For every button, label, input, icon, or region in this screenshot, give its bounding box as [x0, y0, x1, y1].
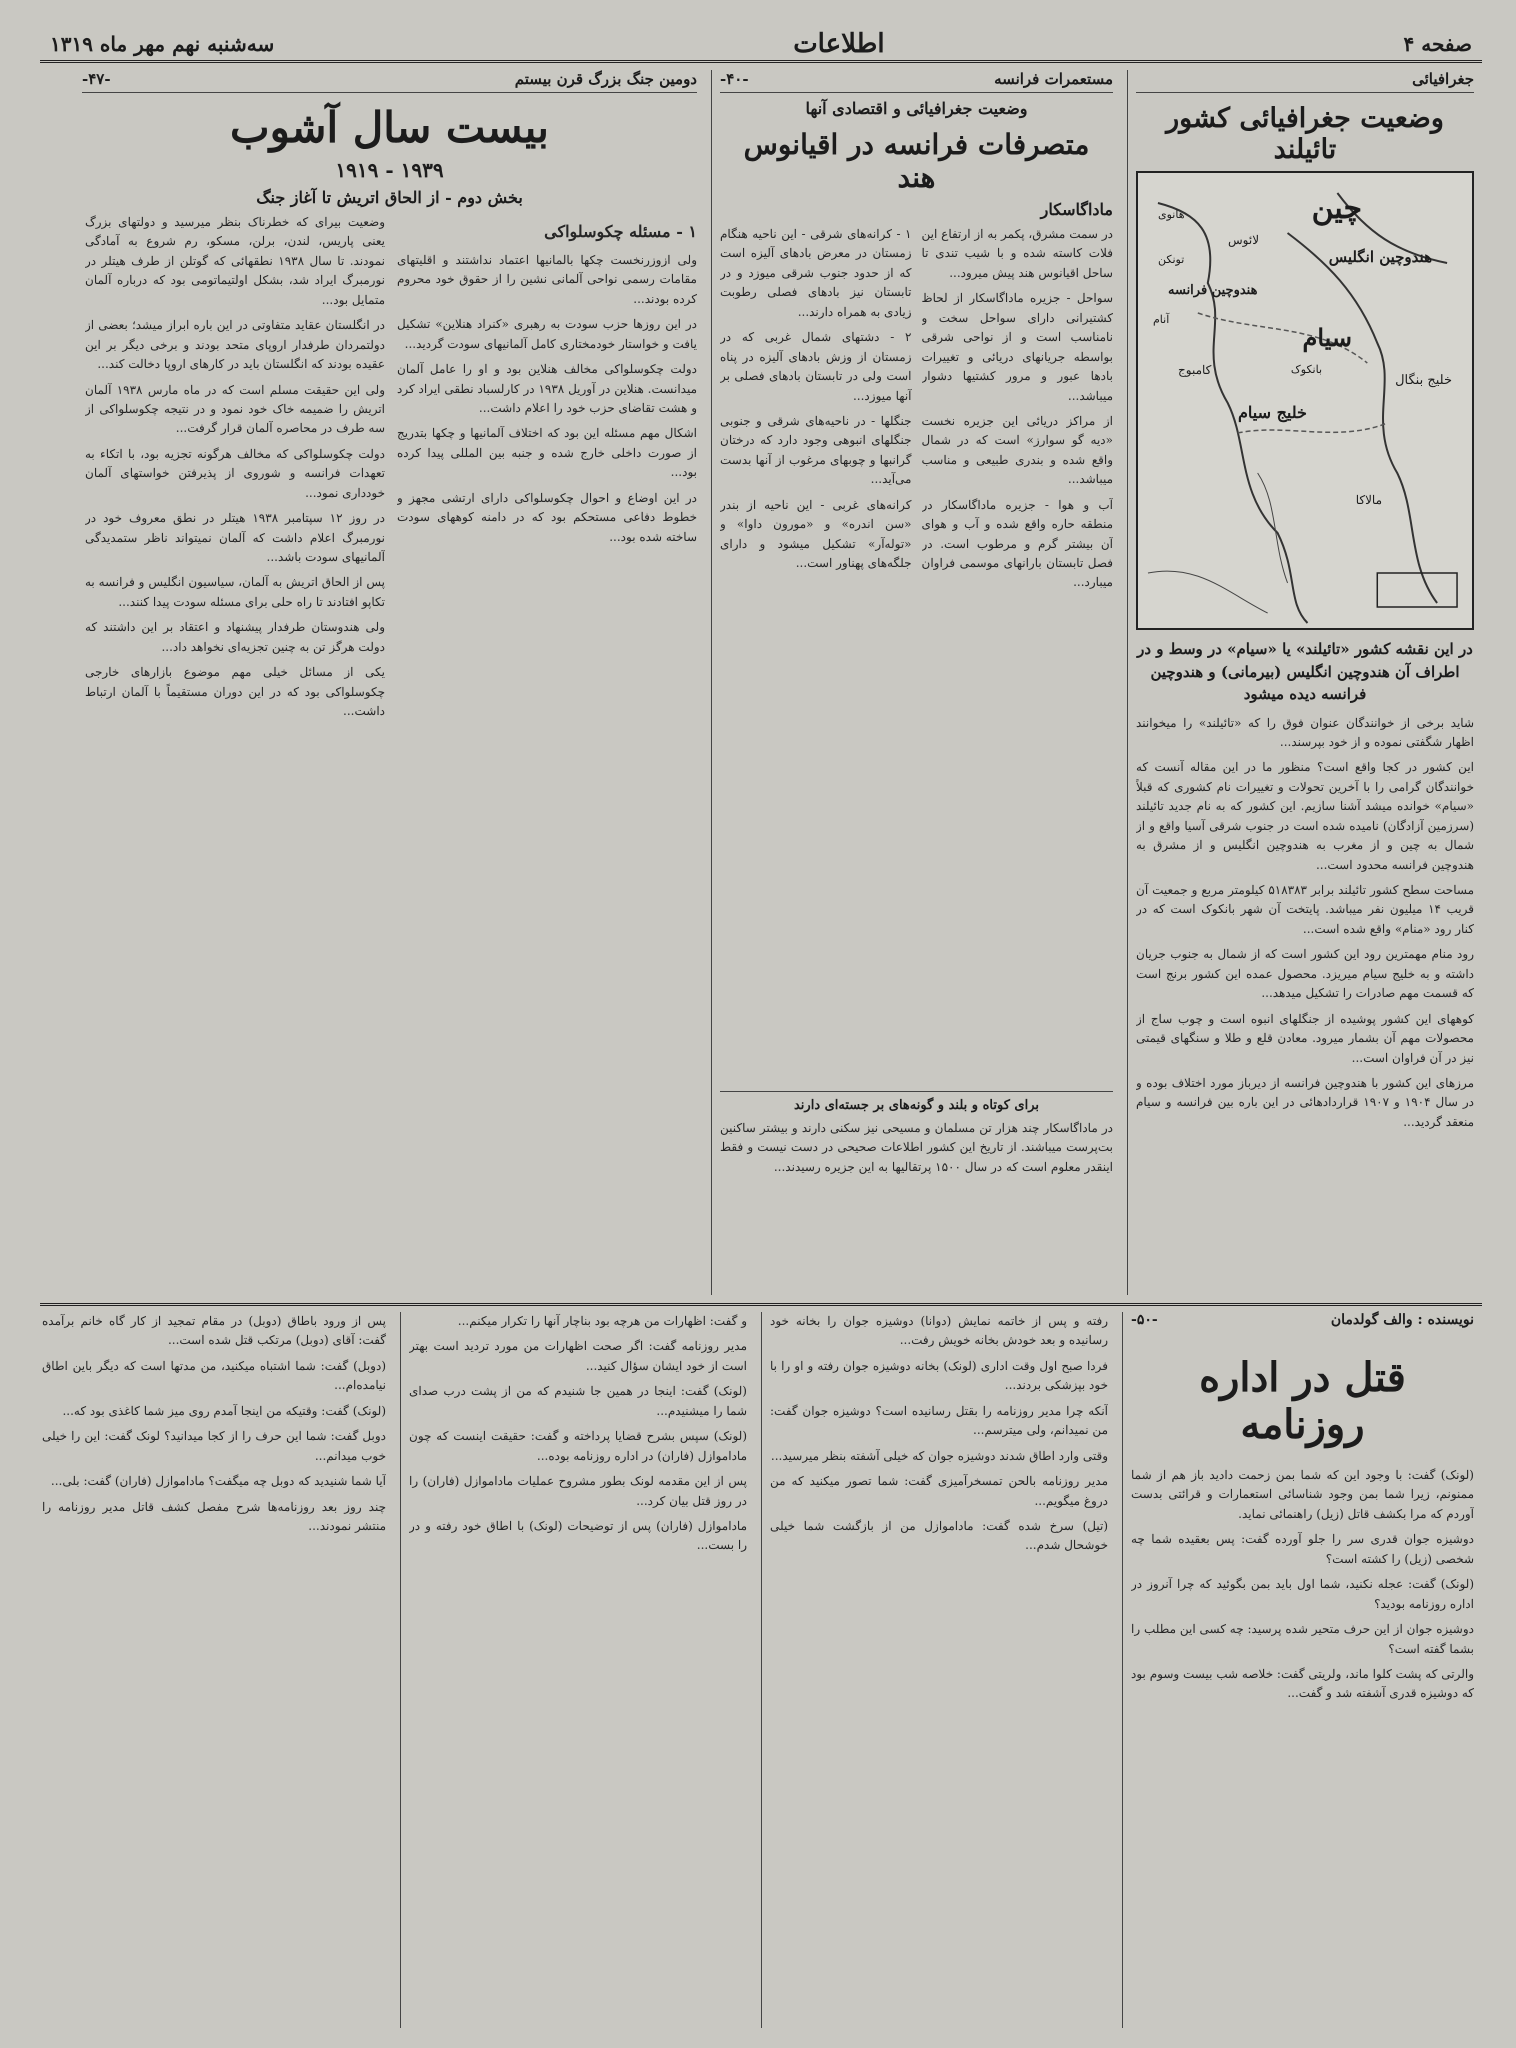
paragraph: وقتی وارد اطاق شدند دوشیزه جوان که خیلی آشفته بنظر میرسید...	[770, 1448, 1108, 1463]
subheading: ماداگاسکار	[1040, 200, 1113, 219]
serial-author: نویسنده : والف گولدمان	[1330, 1312, 1474, 1328]
article-kicker: وضعیت جغرافیائی و اقتصادی آنها	[805, 99, 1028, 118]
article-body-right	[922, 225, 1114, 1085]
paragraph: این کشور در کجا واقع است؟ منظور ما در این مقاله آنست که خوانندگان گرامی را با آخرین تحولات و تغییرات نام کشوری که قبلاً «سیام» خوانده میشد آشنا سازیم. این کشور که به نام جدید تائیلند (سرزمین آزادگان) نامیده شده است در جنوب شرقی آسیا واقع و از شمال به چین و از مغرب به هندوچین انگلیس و از مشرق به هندوچین فرانسه محدود است...	[1136, 760, 1474, 872]
map-label-hanoi: هانوی	[1158, 208, 1185, 221]
paragraph: فردا صبح اول وقت اداری (لونک) بخانه دوشیزه جوان رفته و او را با خود بپزشکی بردند...	[770, 1358, 1108, 1393]
paragraph: در روز ۱۲ سپتامبر ۱۹۳۸ هیتلر در نطق معروف خود در نورمبرگ اعلام داشت که آلمان نمیتواند ناظر ستمدیدگی آلمانیهای سودت باشد...	[85, 511, 385, 564]
paragraph: دولت چکوسلواکی مخالف هنلاین بود و او را عامل آلمان میدانست. هنلاین در آوریل ۱۹۳۸ در کارلسباد نطقی ایراد کرد و هشت تقاضای حزب خود را اعلام داشت...	[397, 362, 697, 415]
section-label: مستعمرات فرانسه	[994, 70, 1113, 88]
serial-number: -۵۰-	[1131, 1312, 1158, 1328]
paragraph: وضعیت بیرای که خطرناک بنظر میرسید و دولتهای بزرگ یعنی پاریس، لندن، برلن، مسکو، رم شروع به آمادگی نمودند. تا سال ۱۹۳۸ نطقهائی که گوتلن از طرف هیتلر در نورمبرگ ایراد شد، بشکل اولتیماتومی بود که درباره آلمان متمایل بود...	[85, 215, 385, 307]
paragraph: مدیر روزنامه بالحن تمسخرآمیزی گفت: شما تصور میکنید که من دروغ میگویم...	[770, 1474, 1108, 1508]
paragraph: در این اوضاع و احوال چکوسلواکی دارای ارتشی مجهز و خطوط دفاعی مستحکم بود که در دامنه کوههای سودت ساخته شده بود...	[397, 490, 697, 544]
paragraph: آنکه چرا مدیر روزنامه را بقتل رسانیده است؟ دوشیزه جوان گفت: من نمیدانم، ولی میترسم...	[770, 1403, 1108, 1438]
map-label-bay-of-bengal: خلیج بنگال	[1395, 373, 1452, 388]
paragraph: چند روز بعد روزنامه‌ها شرح مفصل کشف قاتل مدیر روزنامه را منتشر نمودند...	[42, 1499, 386, 1533]
paragraph: آیا شما شنیدید که دوبل چه میگفت؟ ماداموازل (فاران) گفت: بلی...	[50, 1474, 386, 1489]
paragraph: و گفت: اظهارات من هرچه بود بناچار آنها را تکرار میکنم...	[457, 1314, 747, 1328]
paragraph: اشکال مهم مسئله این بود که اختلاف آلمانیها و چکها بتدریج از صورت داخلی خارج شده و جنبه بین المللی پیدا کرده بود...	[397, 426, 697, 480]
series-number: -۴۰-	[720, 70, 749, 88]
map-label-tonkin: تونکن	[1158, 253, 1185, 266]
map-label-laos: لائوس	[1228, 233, 1260, 247]
paragraph: دوشیزه جوان از این حرف متحیر شده پرسید: چه کسی این مطلب را بشما گفته است؟	[1131, 1622, 1474, 1656]
masthead	[40, 28, 1482, 63]
serial-column-4	[34, 1312, 394, 2028]
map-label-gulf-of-siam: خلیج سیام	[1238, 403, 1307, 422]
part-title: بخش دوم - از الحاق اتریش تا آغاز جنگ	[256, 188, 523, 207]
paragraph: پس از این مقدمه لونک بطور مشروح عملیات ماداموازل (فاران) را در روز قتل بیان کرد...	[409, 1474, 747, 1508]
paragraph: سواحل - جزیره ماداگاسکار از لحاظ کشتیرانی دارای سواحل سخت و نامناسب است و از نواحی شرقی بواسطه جریانهای دریائی و تغییرات بادها عبور و مرور کشتیها دشوار میباشد...	[921, 291, 1113, 403]
serial-column-3	[400, 1312, 755, 2028]
article-headline: وضعیت جغرافیائی کشور تائیلند	[1166, 103, 1444, 165]
people-body: در ماداگاسکار چند هزار تن مسلمان و مسیحی نیز سکنی دارند و بیشتر ساکنین بت‌پرست میباشند. از تاریخ این کشور اطلاعات صحیحی در دست نیست و فقط اینقدر معلوم است که در سال ۱۵۰۰ پرتقالیها به این جزیره رسیدند...	[720, 1121, 1113, 1174]
paragraph: دوشیزه جوان قدری سر را جلو آورده گفت: پس بعقیده شما چه شخصی (زیل) را کشته است؟	[1131, 1532, 1474, 1566]
geography-column	[1127, 70, 1482, 1295]
serial-body	[1131, 1466, 1474, 1966]
paragraph: مدیر روزنامه گفت: اگر صحت اظهارات من مورد تردید است بهتر است از خود ایشان سؤال کنید...	[409, 1339, 747, 1373]
paragraph: دولت چکوسلواکی که مخالف هرگونه تجزیه بود، با اتکاء به تعهدات فرانسه و شوروی از پذیرفتن خواستهای آلمان خودداری نمود...	[85, 446, 385, 500]
page-number: صفحه ۴	[1403, 32, 1472, 56]
paragraph: ولی هندوستان طرفدار پیشنهاد و اعتقاد بر این داشتند که دولت هرگز تن به چنین تجزیه‌ای نخواهد داد...	[85, 620, 385, 654]
paragraph: ولی این حقیقت مسلم است که در ماه مارس ۱۹۳۸ آلمان اتریش را ضمیمه خاک خود نمود و در نتیجه چکوسلواکی از سه طرف در محاصره آلمان قرار گرفت...	[85, 382, 385, 436]
history-column	[74, 70, 705, 1295]
article-headline: متصرفات فرانسه در اقیانوس هند	[743, 128, 1090, 194]
paragraph: جنگلها - در ناحیه‌های شرقی و جنوبی جنگلهای انبوهی وجود دارد که درختان گرانبها و چوبهای مرغوب از آنها بدست می‌آید...	[720, 413, 912, 487]
paragraph: (لونک) گفت: عجله نکنید، شما اول باید بمن بگوئید که چرا آنروز در اداره روزنامه بودید؟	[1131, 1577, 1474, 1611]
french-colonies-column	[711, 70, 1121, 1295]
paragraph: در سمت مشرق، پکمر به از ارتفاع این فلات کاسته شده و با شیب تندی تا ساحل اقیانوس هند پیش میرود...	[921, 227, 1113, 280]
people-heading: برای کوتاه و بلند و گونه‌های بر جسته‌ای دارند	[793, 1098, 1039, 1113]
paragraph: رفته و پس از خاتمه نمایش (دوانا) دوشیزه جوان را بخانه خود رسانیده و بعد خودش بخانه خویش رفت...	[770, 1314, 1108, 1348]
section-label: دومین جنگ بزرگ قرن بیستم	[514, 70, 697, 88]
paragraph: در این روزها حزب سودت به رهبری «کنراد هنلاین» تشکیل یافت و خواستار خودمختاری کامل آلمانیهای سودت گردید...	[397, 317, 697, 351]
paragraph: رود منام مهمترین رود این کشور است که از شمال به جنوب جریان داشته و به خلیج سیام میریزد. محصول عمده این کشور برنج است که قسمت مهم صادرات را تشکیل میدهد...	[1136, 947, 1474, 1001]
section-label: جغرافیائی	[1412, 70, 1474, 88]
article-headline: بیست سال آشوب	[230, 103, 549, 152]
paragraph: (تیل) سرخ شده گفت: ماداموازل من از بازگشت شما خیلی خوشحال شدم...	[770, 1518, 1108, 1553]
thailand-map	[1136, 171, 1474, 630]
paragraph: (لونک) گفت: با وجود این که شما بمن زحمت دادید باز هم از شما ممنونم، زیرا شما بمن وجود شناسائی استعمارات و قرائتی بدست آوردم که مرا بکشف قاتل (زیل) راهنمائی نماید.	[1131, 1468, 1474, 1521]
serial-body	[770, 1312, 1108, 2012]
paragraph: دوبل گفت: شما این حرف را از کجا میدانید؟ لونک گفت: این را خیلی خوب میدانم...	[42, 1429, 386, 1463]
paragraph: (لونک) سپس بشرح قضایا پرداخته و گفت: حقیقت اینست که چون ماداموازل (فاران) در اداره روزنامه بوده...	[409, 1429, 747, 1463]
paragraph: (لونک) گفت: وقتیکه من اینجا آمدم روی میز شما کاغذی بود که...	[62, 1403, 386, 1418]
paragraph: (دوبل) گفت: شما اشتباه میکنید، من مدتها است که دیگر باین اطاق نیامده‌ام...	[42, 1358, 386, 1393]
years-range: ۱۹۳۹ - ۱۹۱۹	[335, 158, 444, 182]
paragraph: ۲ - دشتهای شمال غربی که در زمستان از وزش بادهای آلیزه در پناه است ولی در تابستان بادهای فصلی بر آنها میوزد...	[720, 330, 912, 403]
paper-name: اطلاعات	[793, 29, 885, 59]
paragraph: والرتی که پشت کلوا ماند، ولریتی گفت: خلاصه شب بیست وسوم بود که دوشیزه قدری آشفته شد و گفت...	[1131, 1666, 1474, 1701]
paragraph: شاید برخی از خوانندگان عنوان فوق را که «تائیلند» را میخوانند اظهار شگفتی نموده و از خود بپرسند...	[1136, 715, 1474, 749]
issue-date: سه‌شنبه نهم مهر ماه ۱۳۱۹	[50, 32, 275, 56]
paragraph: مساحت سطح کشور تائیلند برابر ۵۱۸۳۸۳ کیلومتر مربع و جمعیت آن قریب ۱۴ میلیون نفر میباشد. پایتخت آن شهر بانکوک است که در کنار رود «منام» واقع شده است...	[1136, 883, 1474, 936]
map-caption: در این نقشه کشور «تائیلند» یا «سیام» در وسط و در اطراف آن هندوچین انگلیس (بیرمانی) و هندوچین فرانسه دیده میشود	[1137, 640, 1473, 703]
serial-title-column	[1122, 1312, 1482, 2028]
map-label-french-indochina: هندوچین فرانسه	[1168, 283, 1258, 298]
series-number: -۴۷-	[82, 70, 111, 88]
map-label-siam: سیام	[1302, 323, 1352, 352]
section-heading: ۱ - مسئله چکوسلواکی	[544, 222, 697, 241]
section-divider	[40, 1303, 1482, 1306]
map-label-malacca: مالاکا	[1355, 493, 1382, 507]
serial-column-2	[761, 1312, 1116, 2028]
paragraph: پس از ورود باطاق (دوبل) در مقام تمجید از کار گاه خانم برآمده گفت: آقای (دوبل) مرتکب قتل شده است...	[42, 1314, 386, 1348]
article-body-left	[720, 225, 912, 1085]
map-label-british-indochina: هندوچین انگلیس	[1328, 248, 1432, 266]
paragraph: ۱ - کرانه‌های شرقی - این ناحیه هنگام زمستان در معرض بادهای آلیزه است که از حدود جنوب شرقی میوزد و در تابستان نیز بادهای فصلی رطوبت زیادی به همراه دارند...	[720, 227, 912, 319]
paragraph: پس از الحاق اتریش به آلمان، سیاسیون انگلیس و فرانسه به تکاپو افتادند تا راه حلی برای مسئله سودت پیدا کنند...	[85, 575, 385, 609]
paragraph: آب و هوا - جزیره ماداگاسکار در منطقه حاره واقع شده و آب و هوای آن بیشتر گرم و مرطوب است. در فصل تابستان بارانهای موسمی فراوان میبارد...	[921, 497, 1113, 590]
serial-body	[409, 1312, 747, 2012]
map-label-cambodia: کامبوج	[1178, 363, 1212, 377]
paragraph: (لونک) گفت: اینجا در همین جا شنیدم که من از پشت درب صدای شما را میشنیدم...	[409, 1384, 747, 1418]
paragraph: کرانه‌های غربی - این ناحیه از بندر «سن اندره» و «مورون داوا» و «توله‌آر» تشکیل میشود و دارای جلگه‌های پهناور است...	[720, 497, 912, 570]
paragraph: ماداموازل (فاران) پس از توضیحات (لونک) با اطاق خود رفته و در را بست...	[409, 1518, 747, 1553]
paragraph: کوههای این کشور پوشیده از جنگلهای انبوه است و چوب ساج از محصولات مهم آن بشمار میرود. معادن قلع و طلا و سنگهای قیمتی نیز در آن فراوان است...	[1136, 1011, 1474, 1065]
paragraph: یکی از مسائل خیلی مهم موضوع بازارهای خارجی چکوسلواکی بود که در این دوران مستقیماً با آلمان ارتباط داشت...	[85, 665, 385, 719]
paragraph: ولی ازوزرنخست چکها بالمانیها اعتماد نداشتند و اقلیتهای مقامات رسمی نواحی آلمانی نشین را از حقوق خود محروم کرده بودند...	[397, 252, 697, 306]
map-label-china: چین	[1311, 191, 1362, 226]
article-body-right	[397, 213, 697, 1233]
article-body	[1136, 714, 1474, 1274]
paragraph: از مراکز دریائی این جزیره نخست «دیه گو سوارز» است که در شمال واقع شده و بندری طبیعی و مناسب میباشد...	[921, 413, 1113, 487]
paragraph: مرزهای این کشور با هندوچین فرانسه از دیرباز مورد اختلاف بوده و در سال ۱۹۰۴ و ۱۹۰۷ قراردادهائی در این باره بین فرانسه و سیام منعقد گردید...	[1136, 1075, 1474, 1129]
serial-title: قتل در اداره روزنامه	[1199, 1354, 1406, 1448]
map-label-bangkok: بانکوک	[1290, 363, 1322, 376]
serial-body	[42, 1312, 386, 2012]
article-body-left	[85, 213, 385, 1233]
paragraph: در انگلستان عقاید متفاوتی در این باره ابراز میشد؛ بعضی از دولتمردان طرفدار اروپای متحد بودند و برخی دیگر بر این عقیده بودند که انگلستان باید در کارهای اروپا دخالت کند...	[85, 318, 385, 372]
map-label-annam: آنام	[1153, 313, 1170, 326]
